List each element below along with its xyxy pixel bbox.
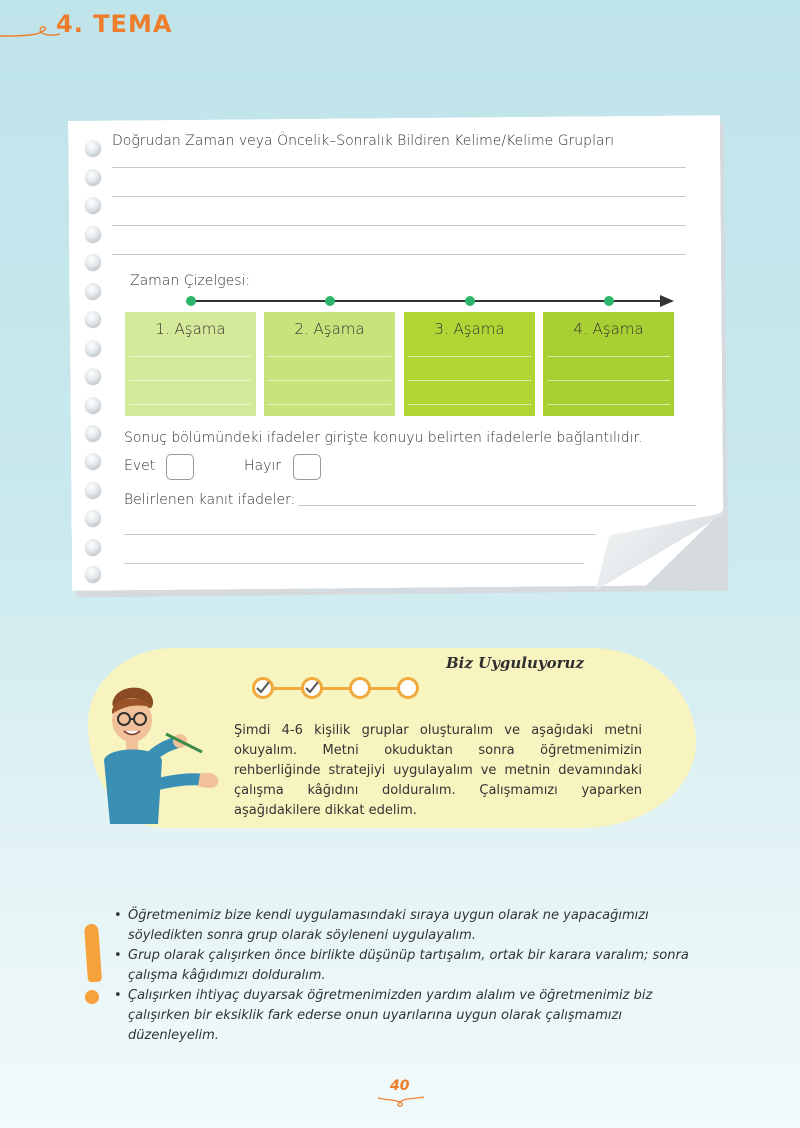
check-icon	[304, 680, 320, 696]
ring	[85, 254, 101, 270]
writing-line[interactable]	[112, 167, 686, 168]
stage-line	[268, 404, 391, 405]
option-no-checkbox[interactable]	[293, 454, 321, 480]
option-yes-checkbox[interactable]	[166, 454, 194, 480]
activity-paragraph: Şimdi 4-6 kişilik gruplar oluşturalım ve aşağıdaki metni okuyalım. Metni okuduktan sonra öğretmenimizin rehberliğinde stratejiyi uygulayalım ve metnin devamındaki çalışma kâğıdını dolduralım. Çalışmamızı yaparken aşağıdakilere dikkat edelim.	[234, 723, 642, 818]
header-swirl-icon	[0, 24, 60, 42]
ring	[85, 169, 101, 185]
student-boy-illustration	[92, 684, 232, 828]
stage-line	[408, 356, 531, 357]
activity-title: Biz Uyguluyoruz	[446, 654, 584, 672]
exclamation-icon	[84, 924, 102, 983]
timeline-dot	[604, 296, 614, 306]
check-icon	[255, 680, 271, 696]
stage-label: 3. Aşama	[434, 320, 505, 338]
writing-line[interactable]	[298, 505, 696, 506]
ring	[85, 197, 101, 213]
stage-line	[129, 404, 252, 405]
ring	[85, 425, 101, 441]
timeline-dot	[325, 296, 335, 306]
instruction-item: • Grup olarak çalışırken önce birlikte düşünüp tartışalım, ortak bir karara varalım; sonra çalışma kâğıdımızı dolduralım.	[112, 946, 712, 986]
stage-line	[408, 404, 531, 405]
instruction-list	[112, 906, 712, 1046]
ring	[85, 368, 101, 384]
ring	[85, 226, 101, 242]
page-number: 40	[390, 1078, 410, 1094]
ring	[85, 453, 101, 469]
stage-line	[547, 356, 670, 357]
ring	[85, 510, 101, 526]
stage-line	[547, 380, 670, 381]
exclamation-dot-icon	[85, 990, 99, 1004]
writing-line[interactable]	[112, 196, 686, 197]
stage-box-4[interactable]	[543, 312, 674, 416]
ring	[85, 397, 101, 413]
progress-step-pending	[349, 677, 371, 699]
stage-line	[268, 356, 391, 357]
conclusion-question: Sonuç bölümündeki ifadeler girişte konuyu belirten ifadelerle bağlantılıdır.	[124, 430, 643, 446]
timeline-dot	[186, 296, 196, 306]
stage-box-2[interactable]	[264, 312, 395, 416]
evidence-label: Belirlenen kanıt ifadeler:	[124, 492, 296, 508]
stage-label: 2. Aşama	[294, 320, 365, 338]
stage-box-1[interactable]	[125, 312, 256, 416]
stage-line	[408, 380, 531, 381]
notebook-heading: Doğrudan Zaman veya Öncelik–Sonralık Bildiren Kelime/Kelime Grupları	[112, 133, 615, 149]
progress-step-done	[252, 677, 274, 699]
ring	[85, 311, 101, 327]
writing-line[interactable]	[112, 225, 686, 226]
ring	[85, 340, 101, 356]
stage-line	[268, 380, 391, 381]
progress-track	[262, 687, 408, 690]
timeline-dot	[465, 296, 475, 306]
stage-box-3[interactable]	[404, 312, 535, 416]
stage-line	[129, 356, 252, 357]
progress-step-done	[301, 677, 323, 699]
writing-line[interactable]	[124, 563, 584, 564]
instruction-item: • Öğretmenimiz bize kendi uygulamasındaki sıraya uygun olarak ne yapacağımızı söyledikten sonra grup olarak söyleneni uygulayalım.	[112, 906, 712, 946]
ring	[85, 283, 101, 299]
stage-label: 1. Aşama	[155, 320, 226, 338]
timeline-axis	[190, 300, 664, 302]
theme-title: 4. TEMA	[56, 10, 173, 38]
timeline-arrow-icon	[660, 295, 674, 307]
stage-line	[129, 380, 252, 381]
progress-step-pending	[397, 677, 419, 699]
ring	[85, 140, 101, 156]
writing-line[interactable]	[112, 254, 686, 255]
stage-label: 4. Aşama	[573, 320, 644, 338]
timeline-label: Zaman Çizelgesi:	[130, 273, 251, 289]
option-no-label: Hayır	[244, 458, 282, 474]
ring	[85, 539, 101, 555]
stage-line	[547, 404, 670, 405]
writing-line[interactable]	[124, 534, 596, 535]
option-yes-label: Evet	[124, 458, 156, 474]
ring	[85, 566, 101, 582]
instruction-item: • Çalışırken ihtiyaç duyarsak öğretmenimizden yardım alalım ve öğretmenimiz biz çalışırken bir eksiklik fark ederse onun uyarılarına uygun olarak çalışmamızı düzenleyelim.	[112, 986, 712, 1046]
page-number-swirl-icon	[378, 1094, 424, 1108]
ring	[85, 482, 101, 498]
